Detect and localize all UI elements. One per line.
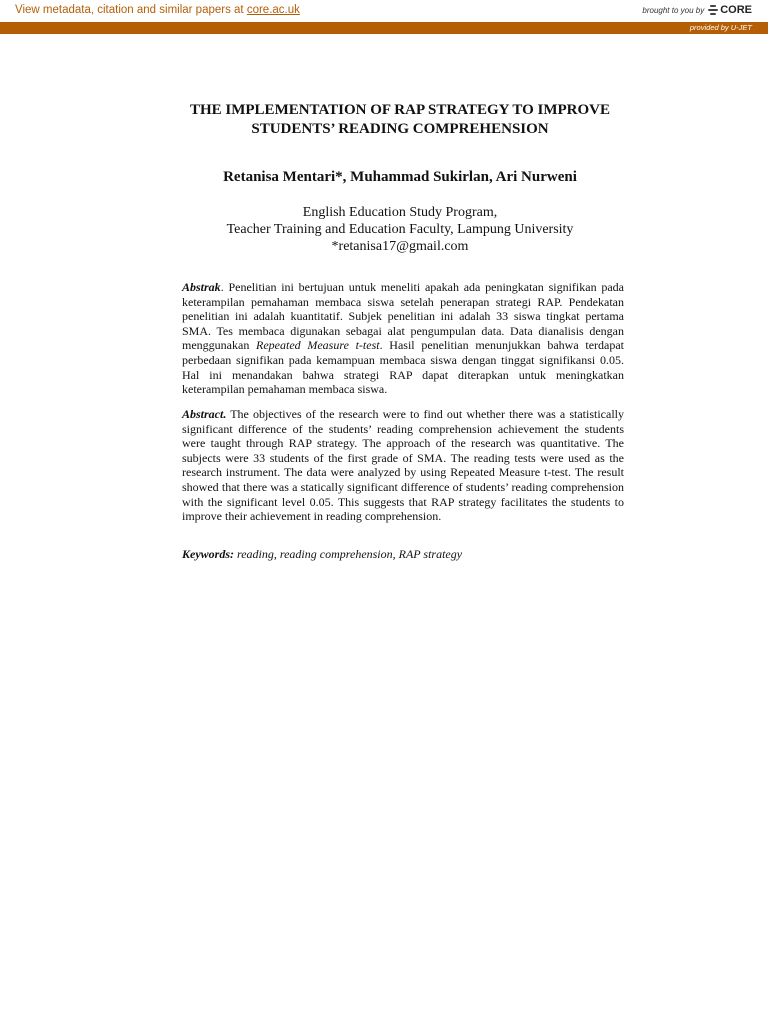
- abstract-heading: Abstract.: [182, 407, 227, 421]
- brought-to-you-label: brought to you by: [642, 5, 705, 15]
- provided-bar: [0, 22, 768, 34]
- keywords-list: reading, reading comprehension, RAP strategy: [234, 547, 463, 561]
- author-separator: ,: [488, 169, 496, 185]
- author-1: Retanisa Mentari*: [223, 169, 343, 185]
- abstract-text: The objectives of the research were to find out whether there was a statistically significant difference of the students’ reading comprehension achievement the students were taught through RAP strategy. The approach of the research was quantitative. The subjects were 33 students of the first grade of SMA. The reading tests were used as the research instrument. The data were analyzed by using Repeated Measure t-test. The result showed that there was a statically significant difference of students’ reading comprehension with the significant level 0.05. This suggests that RAP strategy facilitates the students to improve their achievement in reading comprehension.: [182, 407, 624, 524]
- affiliation-faculty: Teacher Training and Education Faculty, Lampung University: [226, 222, 574, 237]
- paper-title: [150, 101, 650, 139]
- abstrak-text-2: . Hasil penelitian menunjukkan bahwa terdapat perbedaan signifikan pada kemampuan membaca siswa dengan tinggat signifikansi 0.05. Hal ini menandakan bahwa strategi RAP dapat diterapkan untuk meningkatkan keterampilan pemahaman membaca siswa.: [182, 338, 624, 397]
- core-banner: [0, 0, 768, 23]
- keywords-line: [182, 547, 624, 562]
- abstrak-heading: Abstrak: [182, 280, 221, 294]
- authors-line: [100, 169, 700, 186]
- core-brand[interactable]: [642, 4, 752, 16]
- core-site-link[interactable]: core.ac.uk: [246, 4, 300, 16]
- author-email: *retanisa17@gmail.com: [331, 239, 469, 254]
- abstrak-text-1: . Penelitian ini bertujuan untuk meneliti apakah ada peningkatan signifikan pada keterampilan pemahaman membaca siswa setelah penerapan strategi RAP. Pendekatan penelitian ini adalah kuantitatif. Subjek penelitian ini adalah 33 siswa tingkat pertama SMA. Tes membaca digunakan sebagai alat pengumpulan data. Data dianalisis dengan menggunakan: [182, 280, 624, 353]
- core-logo-icon: [708, 4, 718, 16]
- author-2: Muhammad Sukirlan: [350, 169, 489, 185]
- core-link-prefix: View metadata, citation and similar papers at: [15, 4, 247, 16]
- title-line-1: THE IMPLEMENTATION OF RAP STRATEGY TO IMPROVE: [189, 102, 611, 118]
- abstrak-paragraph: [182, 280, 624, 397]
- affiliation: [100, 204, 700, 255]
- abstract-paragraph: [182, 407, 624, 524]
- title-line-2: STUDENTS’ READING COMPREHENSION: [251, 121, 549, 137]
- author-separator: ,: [342, 169, 351, 185]
- author-3: Ari Nurweni: [495, 169, 577, 185]
- core-metadata-link[interactable]: [15, 4, 300, 16]
- affiliation-program: English Education Study Program,: [302, 205, 498, 220]
- keywords-heading: Keywords:: [182, 547, 234, 561]
- core-logo-text: CORE: [720, 4, 752, 16]
- provided-by-label[interactable]: provided by U-JET: [689, 23, 752, 32]
- abstrak-italic-term: Repeated Measure t-test: [256, 338, 380, 353]
